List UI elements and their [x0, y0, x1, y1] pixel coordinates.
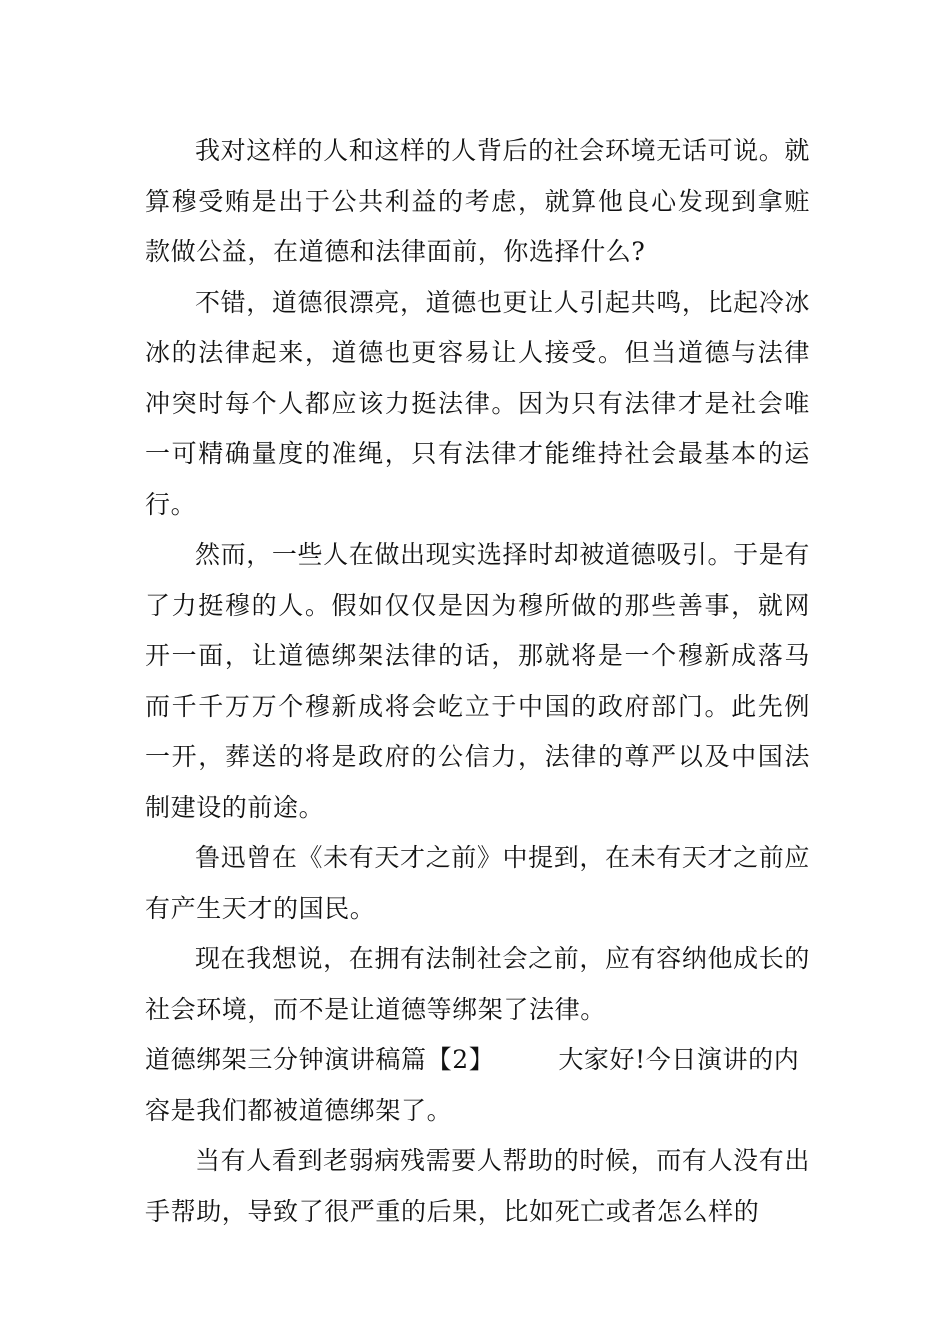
paragraph-1: 我对这样的人和这样的人背后的社会环境无话可说。就算穆受贿是出于公共利益的考虑，就算他良心发现到拿赃款做公益，在道德和法律面前，你选择什么? [145, 136, 810, 266]
section-opening: 大家好!今日演讲的内容是我们都被道德绑架了。 [145, 1045, 800, 1125]
paragraph-2: 不错，道德很漂亮，道德也更让人引起共鸣，比起冷冰冰的法律起来，道德也更容易让人接受。但当道德与法律冲突时每个人都应该力挺法律。因为只有法律才是社会唯一可精确量度的准绳，只有法律才能维持社会最基本的运行。 [145, 287, 810, 519]
document-body [145, 126, 810, 1237]
paragraph-4: 鲁迅曾在《未有天才之前》中提到，在未有天才之前应有产生天才的国民。 [145, 843, 810, 923]
paragraph-3: 然而，一些人在做出现实选择时却被道德吸引。于是有了力挺穆的人。假如仅仅是因为穆所做的那些善事，就网开一面，让道德绑架法律的话，那就将是一个穆新成落马而千千万万个穆新成将会屹立于中国的政府部门。此先例一开，葬送的将是政府的公信力，法律的尊严以及中国法制建设的前途。 [145, 540, 810, 822]
section-heading-line [145, 1035, 810, 1136]
paragraph-6: 当有人看到老弱病残需要人帮助的时候，而有人没有出手帮助，导致了很严重的后果，比如死亡或者怎么样的 [145, 1146, 810, 1226]
section-heading: 道德绑架三分钟演讲稿篇【2】 [145, 1045, 495, 1074]
paragraph-5: 现在我想说，在拥有法制社会之前，应有容纳他成长的社会环境，而不是让道德等绑架了法律。 [145, 944, 810, 1024]
